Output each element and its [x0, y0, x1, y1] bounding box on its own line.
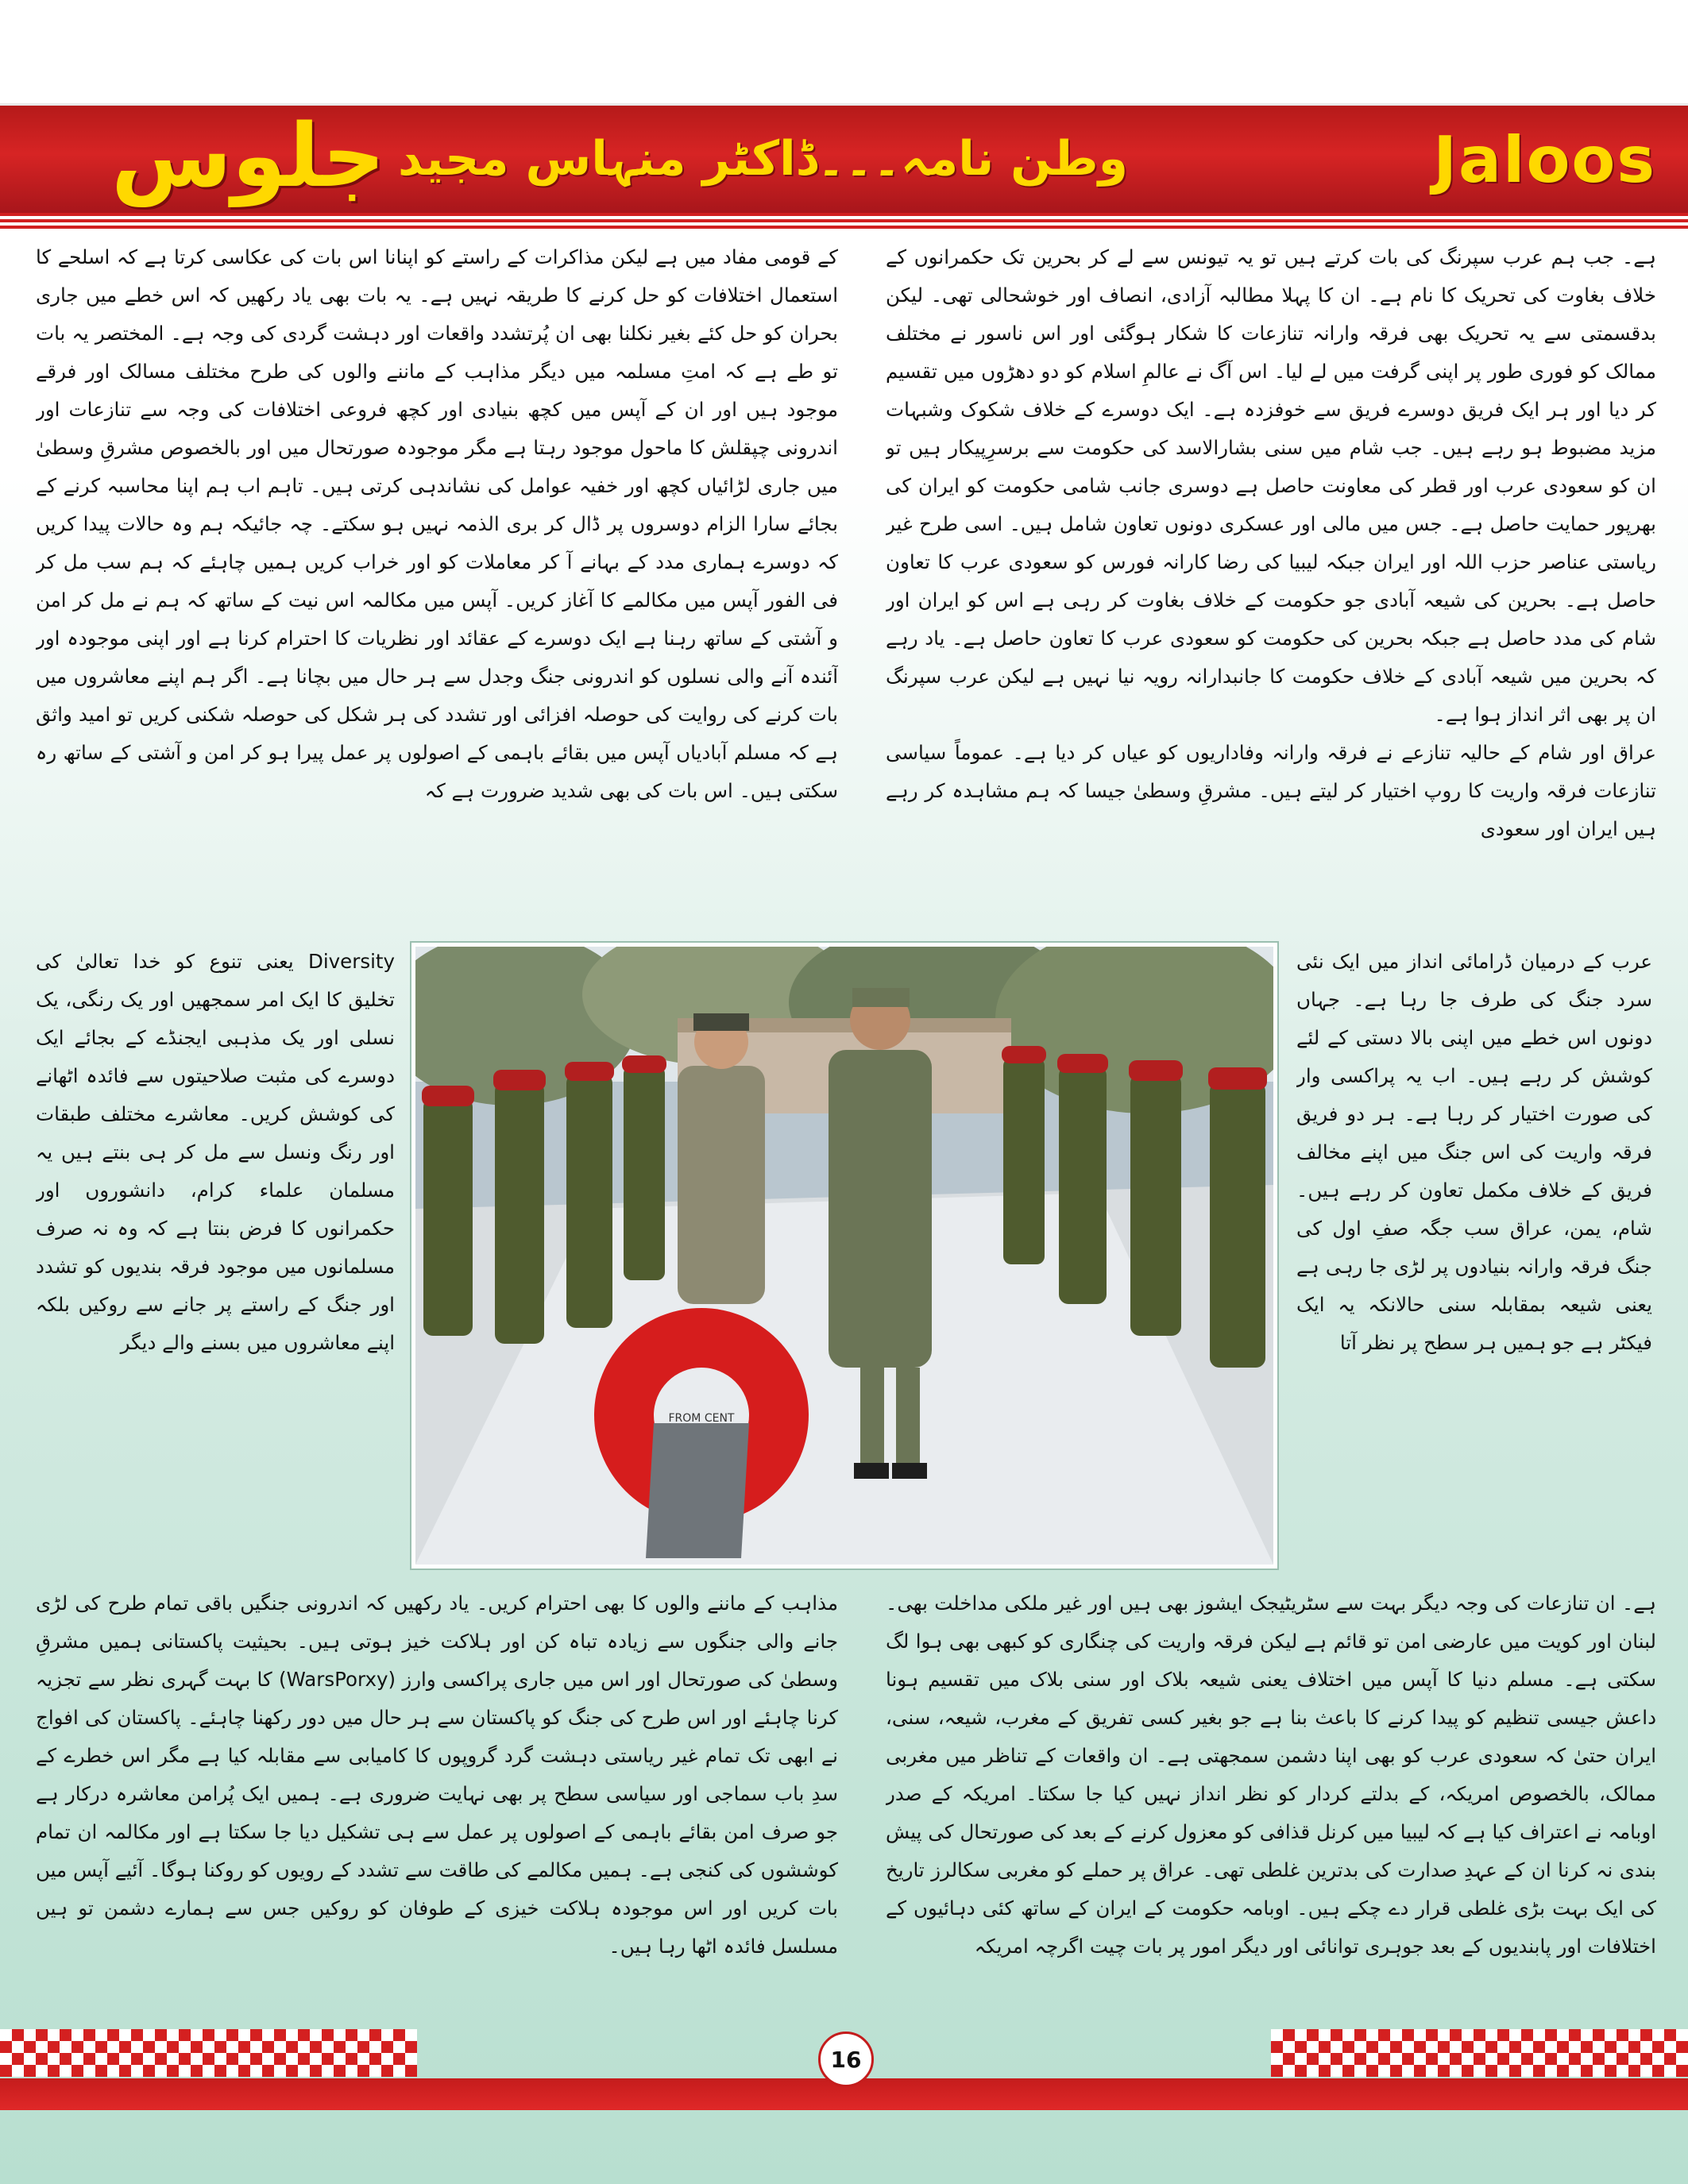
- right-column-paragraph-1: ہے۔ جب ہم عرب سپرنگ کی بات کرتے ہیں تو یہ تیونس سے لے کر بحرین تک حکمرانوں کے خلاف بغاوت کی تحریک کا نام ہے۔ ان کا پہلا مطالبہ آزادی، انصاف اور خوشحالی تھی۔ لیکن بدقسمتی سے یہ تحریک بھی فرقہ وارانہ تنازعات کا شکار ہوگئی اور اس ناسور نے مختلف ممالک کو فوری طور پر اپنی گرفت میں لے لیا۔ اس آگ نے عالمِ اسلام کو دو دھڑوں میں تقسیم کر دیا اور ہر ایک فریق دوسرے فریق سے خوفزدہ ہے۔ ایک دوسرے کے خلاف شکوک وشبہات مزید مضبوط ہو رہے ہیں۔ جب شام میں سنی بشارالاسد کی حکومت سے برسرِپیکار ہیں تو ان کو سعودی عرب اور قطر کی معاونت حاصل ہے دوسری جانب شامی حکومت کو ایران کی بھرپور حمایت حاصل ہے۔ جس میں مالی اور عسکری دونوں تعاون شامل ہیں۔ اسی طرح غیر ریاستی عناصر حزب اللہ اور ایران جبکہ لیبیا کی رضا کارانہ فورس کو سعودی عرب کا تعاون حاصل ہے۔ بحرین کی شیعہ آبادی جو حکومت کے خلاف بغاوت کر رہی ہے اس کو ایران اور شام کی مدد حاصل ہے جبکہ بحرین کی حکومت کو سعودی عرب کا تعاون حاصل ہے۔ یاد رہے کہ بحرین میں شیعہ آبادی کے خلاف حکومت کا جانبدارانہ رویہ نیا نہیں ہے لیکن عرب سپرنگ ان پر بھی اثر انداز ہوا ہے۔: [886, 245, 1656, 726]
- bottom-left-paragraph: مذاہب کے ماننے والوں کا بھی احترام کریں۔ یاد رکھیں کہ اندرونی جنگیں باقی تمام طرح کی لڑی جانے والی جنگوں سے زیادہ تباہ کن اور ہلاکت خیز ہوتی ہیں۔ بحیثیت پاکستانی ہمیں مشرقِ وسطیٰ کی صورتحال اور اس میں جاری پراکسی وارز (WarsPorxy) کا بہت گہری نظر سے تجزیہ کرنا چاہئے اور اس طرح کی جنگ کو پاکستان سے ہر حال میں دور رکھنا چاہئے۔ پاکستان کی افواج نے ابھی تک تمام غیر ریاستی دہشت گرد گروپوں کا کامیابی سے مقابلہ کیا ہے مگر اس خطرے کے سدِ باب سماجی اور سیاسی سطح پر بھی نہایت ضروری ہے۔ ہمیں ایک پُرامن معاشرہ درکار ہے جو صرف امن بقائے باہمی کے اصولوں پر عمل سے ہی تشکیل دیا جا سکتا ہے اور مکالمہ ان تمام کوششوں کی کنجی ہے۔ ہمیں مکالمے کی طاقت سے تشدد کے رویوں کو روکنا ہوگا۔ آئیے آپس میں بات کریں اور اس موجودہ ہلاکت خیزی کے طوفان کو روکیں جس سے ہمارے دشمن تو ہیں مسلسل فائدہ اٹھا رہا ہیں۔: [36, 1592, 838, 1958]
- narrow-left-paragraph: Diversity یعنی تنوع کو خدا تعالیٰ کی تخلیق کا ایک امر سمجھیں اور یک رنگی، یک نسلی اور یک مذہبی ایجنڈے کے بجائے ایک دوسرے کی مثبت صلاحیتوں سے فائدہ اٹھانے کی کوشش کریں۔ معاشرے مختلف طبقات اور رنگ ونسل سے مل کر ہی بنتے ہیں یہ مسلمان علماء کرام، دانشوروں اور حکمرانوں کا فرض بنتا ہے کہ وہ نہ صرف مسلمانوں میں موجود فرقہ بندیوں کو تشدد اور جنگ کے راستے پر جانے سے روکیں بلکہ اپنے معاشروں میں بسنے والے دیگر: [36, 950, 395, 1354]
- wreath-ribbon-text: FROM CENT: [668, 1412, 735, 1425]
- left-column-paragraph: کے قومی مفاد میں ہے لیکن مذاکرات کے راستے کو اپنانا اس بات کی عکاسی کرتا ہے کہ اسلحے کا استعمال اختلافات کو حل کرنے کا طریقہ نہیں ہے۔ یہ بات بھی یاد رکھیں کہ اس خطے میں جاری بحران کو حل کئے بغیر نکلنا بھی ان پُرتشدد واقعات اور دہشت گردی کی وجہ ہے۔ المختصر یہ بات تو طے ہے کہ امتِ مسلمہ میں دیگر مذاہب کے ماننے والوں کی طرح مختلف مسالک اور فرقے موجود ہیں اور ان کے آپس میں کچھ بنیادی اور کچھ فروعی اختلافات کی وجہ سے تنازعات اور اندرونی چپقلش کا ماحول موجود رہتا ہے مگر موجودہ صورتحال میں اور بالخصوص مشرقِ وسطیٰ میں جاری لڑائیاں کچھ اور خفیہ عوامل کی نشاندہی کرتی ہیں۔ تاہم اب ہم اپنا محاسبہ کرنے کے بجائے سارا الزام دوسروں پر ڈال کر بری الذمہ نہیں ہو سکتے۔ چہ جائیکہ ہم وہ حالات پیدا کریں کہ دوسرے ہماری مدد کے بہانے آ کر معاملات کو اور خراب کریں ہمیں چاہئے کہ ہم سب مل کر فی الفور آپس میں مکالمے کا آغاز کریں۔ آپس میں مکالمہ اس نیت کے ساتھ کہ ہم نے مل کر امن و آشتی کے ساتھ رہنا ہے ایک دوسرے کے عقائد اور نظریات کا احترام کرنا ہے اور اپنی موجودہ اور آئندہ آنے والی نسلوں کو اندرونی جنگ وجدل سے ہر حال میں بچانا ہے۔ اگر ہم اپنے معاشروں میں بات کرنے کی روایت کی حوصلہ افزائی اور تشدد کی ہر شکل کی حوصلہ شکنی کریں تو امید واثق ہے کہ مسلم آبادیاں آپس میں بقائے باہمی کے اصولوں پر عمل پیرا ہو کر امن و آشتی کے ساتھ رہ سکتی ہیں۔ اس بات کی بھی شدید ضرورت ہے کہ: [36, 245, 838, 802]
- footer-checker-right: [1271, 2029, 1688, 2077]
- bottom-right-paragraph: ہے۔ ان تنازعات کی وجہ دیگر بہت سے سٹریٹیجک ایشوز بھی ہیں اور غیر ملکی مداخلت بھی۔ لبنان اور کویت میں عارضی امن تو قائم ہے لیکن فرقہ واریت کی چنگاری کو کبھی بھی ہوا لگ سکتی ہے۔ مسلم دنیا کا آپس میں اختلاف یعنی شیعہ بلاک اور سنی بلاک میں تقسیم ہونا داعش جیسی تنظیم کو پیدا کرنے کا باعث بنا ہے جو بغیر کسی تفریق کے مغرب، شیعہ، سنی، ایران حتیٰ کہ سعودی عرب کو بھی اپنا دشمن سمجھتی ہے۔ ان واقعات کے تناظر میں مغربی ممالک، بالخصوص امریکہ، کے بدلتے کردار کو نظر انداز نہیں کیا جا سکتا۔ امریکہ کے صدر اوبامہ نے اعتراف کیا ہے کہ لیبیا میں کرنل قذافی کو معزول کرنے کے بعد کی صورتحال کی پیش بندی نہ کرنا ان کے عہدِ صدارت کی بدترین غلطی تھی۔ عراق پر حملے کو مغربی سکالرز تاریخ کی ایک بہت بڑی غلطی قرار دے چکے ہیں۔ اوبامہ حکومت کے ایران کے ساتھ کئی دہائیوں کے اختلافات اور پابندیوں کے بعد جوہری توانائی اور دیگر امور پر بات چیت اگرچہ امریکہ: [886, 1592, 1656, 1958]
- bottom-right-column: [886, 1584, 1656, 2017]
- magazine-logo-urdu: جلوس: [111, 105, 385, 206]
- right-column-paragraph-2: عراق اور شام کے حالیہ تنازعے نے فرقہ وارانہ وفاداریوں کو عیاں کر دیا ہے۔ عموماً سیاسی تنازعات فرقہ واریت کا روپ اختیار کر لیتے ہیں۔ مشرقِ وسطیٰ جیسا کہ ہم مشاہدہ کر رہے ہیں ایران اور سعودی: [886, 741, 1656, 840]
- right-column: [886, 238, 1656, 933]
- narrow-left-column: [36, 943, 395, 1569]
- photo-wreath-ceremony: [411, 943, 1277, 1569]
- page-number: 16: [818, 2032, 874, 2087]
- magazine-logo-english: Jaloos: [1433, 123, 1656, 197]
- left-column: [36, 238, 838, 933]
- header-stripes: [0, 213, 1688, 232]
- bottom-left-column: [36, 1584, 838, 2017]
- footer-checker-left: [0, 2029, 417, 2077]
- narrow-right-column: [1296, 943, 1652, 1569]
- photo-illustration: [415, 947, 1273, 1565]
- article-title: وطن نامہ۔۔۔ڈاکٹر منہاس مجید: [398, 131, 1128, 187]
- narrow-right-paragraph: عرب کے درمیان ڈرامائی انداز میں ایک نئی سرد جنگ کی طرف جا رہا ہے۔ جہاں دونوں اس خطے میں اپنی بالا دستی کے لئے کوشش کر رہے ہیں۔ اب یہ پراکسی وار کی صورت اختیار کر رہا ہے۔ ہر دو فریق فرقہ واریت کی اس جنگ میں اپنے مخالف فریق کے خلاف مکمل تعاون کر رہے ہیں۔ شام، یمن، عراق سب جگہ صفِ اول کی جنگ فرقہ وارانہ بنیادوں پر لڑی جا رہی ہے یعنی شیعہ بمقابلہ سنی حالانکہ یہ ایک فیکٹر ہے جو ہمیں ہر سطح پر نظر آتا: [1296, 950, 1652, 1354]
